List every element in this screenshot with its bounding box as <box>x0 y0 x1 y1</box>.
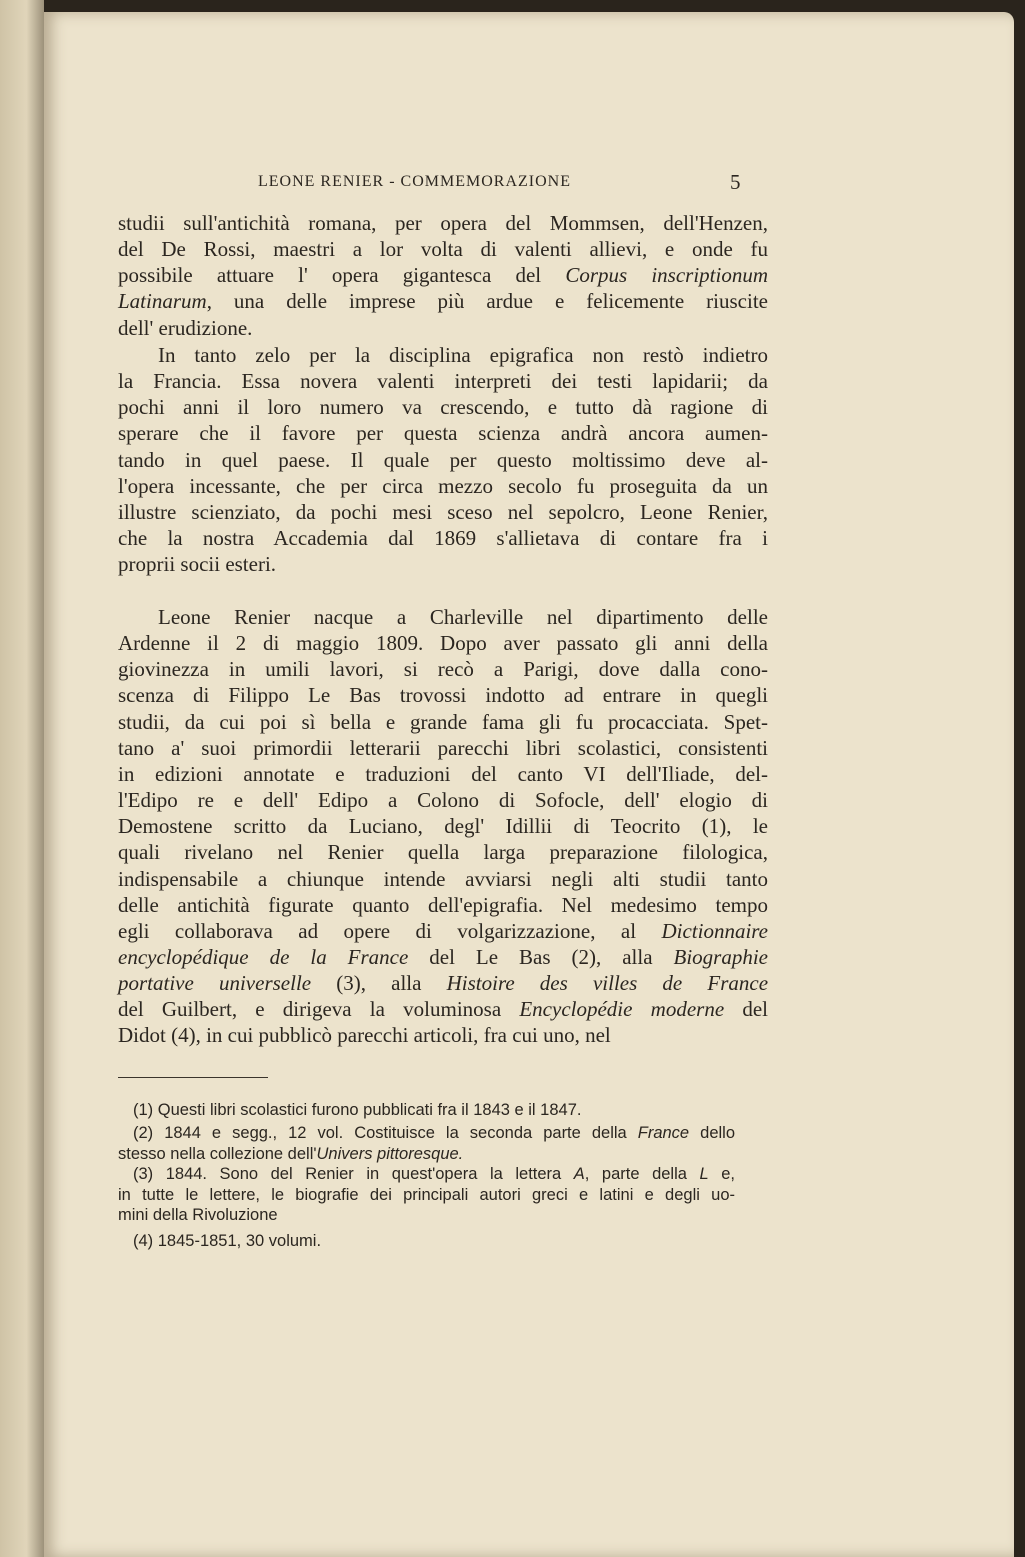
text-line <box>118 474 768 498</box>
text-segment: del <box>724 997 768 1022</box>
text-line <box>118 631 768 655</box>
text-segment: tano a' suoi primordii letterarii parecchi libri scolastici, consistenti <box>118 735 768 760</box>
running-title: LEONE RENIER - COMMEMORAZIONE <box>258 173 571 190</box>
text-line <box>118 971 768 995</box>
text-segment: (1) Questi libri scolastici furono pubblicati fra il 1843 e il 1847. <box>133 1101 582 1119</box>
italic-text: Dictionnaire <box>661 918 768 943</box>
text-line <box>118 448 768 472</box>
text-line <box>158 343 768 367</box>
text-line <box>118 840 768 864</box>
text-segment: (3) 1844. Sono del Renier in quest'opera la lettera <box>133 1165 574 1183</box>
text-line <box>118 552 768 576</box>
italic-text: Histoire des villes de France <box>446 971 769 996</box>
text-segment: mini della Rivoluzione <box>118 1206 278 1224</box>
text-segment: illustre scienziato, da pochi mesi sceso nel sepolcro, Leone Renier, <box>118 499 768 524</box>
text-line <box>118 421 768 445</box>
text-line <box>118 369 768 393</box>
text-line <box>118 263 768 287</box>
text-segment: studii, da cui poi sì bella e grande fama gli fu procacciata. Spet- <box>118 709 768 734</box>
text-segment: (2) 1844 e segg., 12 vol. Costituisce la seconda parte della <box>133 1124 638 1142</box>
text-line <box>118 997 768 1021</box>
text-segment: del Guilbert, e dirigeva la voluminosa <box>118 997 520 1022</box>
italic-text: encyclopédique de la France <box>118 944 409 969</box>
text-segment: indispensabile a chiunque intende avviarsi negli alti studii tanto <box>118 866 768 891</box>
italic-text: Corpus inscriptionum <box>565 263 768 288</box>
italic-text: Latinarum <box>118 289 207 314</box>
text-segment: , una delle imprese più ardue e felicemente riuscite <box>206 289 768 314</box>
text-line <box>118 316 768 340</box>
italic-text: France <box>637 1124 690 1142</box>
text-segment: (3), alla <box>311 971 447 996</box>
text-segment: e, <box>708 1165 735 1183</box>
text-segment: pochi anni il loro numero va crescendo, e tutto dà ragione di <box>118 395 768 420</box>
text-segment: possibile attuare l' opera gigantesca del <box>118 263 566 288</box>
text-line <box>118 1023 768 1047</box>
text-line <box>118 919 768 943</box>
italic-text: Encyclopédie moderne <box>519 997 725 1022</box>
footnote-rule <box>118 1077 268 1078</box>
footnote-line <box>118 1144 735 1164</box>
text-line <box>118 289 768 313</box>
italic-text: L <box>699 1165 709 1183</box>
text-segment: la Francia. Essa novera valenti interpreti dei testi lapidarii; da <box>118 369 768 394</box>
text-segment: dello <box>689 1124 735 1142</box>
italic-text: Univers pittoresque. <box>316 1144 464 1163</box>
text-segment: dell' erudizione. <box>118 315 253 340</box>
text-segment: l'opera incessante, che per circa mezzo secolo fu proseguita da un <box>118 473 768 498</box>
text-segment: (4) 1845-1851, 30 volumi. <box>133 1232 322 1250</box>
text-line <box>118 683 768 707</box>
text-line <box>118 657 768 681</box>
text-segment: scenza di Filippo Le Bas trovossi indotto ad entrare in quegli <box>118 683 768 708</box>
text-segment: egli collaborava ad opere di volgarizzazione, al <box>118 918 662 943</box>
text-segment: Ardenne il 2 di maggio 1809. Dopo aver passato gli anni della <box>118 631 768 656</box>
text-line <box>118 526 768 550</box>
text-line <box>118 788 768 812</box>
text-segment: in tutte le lettere, le biografie dei principali autori greci e latini e degli uo- <box>118 1185 735 1204</box>
text-segment: l'Edipo re e dell' Edipo a Colono di Sofocle, dell' elogio di <box>118 788 768 813</box>
text-segment: Demostene scritto da Luciano, degl' Idillii di Teocrito (1), le <box>118 814 768 839</box>
text-segment: del Le Bas (2), alla <box>408 944 674 969</box>
footnote-line <box>133 1231 735 1251</box>
text-segment: Didot (4), in cui pubblicò parecchi articoli, fra cui uno, nel <box>118 1023 611 1048</box>
footnote-line <box>133 1100 735 1120</box>
text-segment: giovinezza in umili lavori, si recò a Parigi, dove dalla cono- <box>118 657 768 682</box>
text-segment: In tanto zelo per la disciplina epigrafica non restò indietro <box>158 343 768 367</box>
text-line <box>118 710 768 734</box>
text-segment: quali rivelano nel Renier quella larga preparazione filologica, <box>118 840 768 865</box>
text-segment: Leone Renier nacque a Charleville nel dipartimento delle <box>158 605 768 629</box>
text-segment: proprii socii esteri. <box>118 552 277 577</box>
facing-page-edge <box>0 0 44 1557</box>
text-segment: stesso nella collezione dell' <box>118 1144 317 1163</box>
text-line <box>118 814 768 838</box>
italic-text: Biographie <box>673 944 768 969</box>
text-line <box>118 867 768 891</box>
italic-text: A <box>573 1165 585 1183</box>
text-line <box>118 736 768 760</box>
italic-text: portative universelle <box>118 971 312 996</box>
text-segment: sperare che il favore per questa scienza andrà ancora aumen- <box>118 421 768 446</box>
text-segment: studii sull'antichità romana, per opera del Mommsen, dell'Henzen, <box>118 211 768 235</box>
footnote-line <box>118 1185 735 1205</box>
text-line <box>118 211 768 235</box>
text-segment: in edizioni annotate e traduzioni del canto VI dell'Iliade, del- <box>118 761 768 786</box>
text-segment: tando in quel paese. Il quale per questo moltissimo deve al- <box>118 447 768 472</box>
footnote-line <box>133 1123 735 1143</box>
footnote-line <box>133 1164 735 1184</box>
text-line <box>118 762 768 786</box>
text-line <box>118 395 768 419</box>
text-segment: del De Rossi, maestri a lor volta di valenti allievi, e onde fu <box>118 237 768 262</box>
text-segment: che la nostra Accademia dal 1869 s'allietava di contare fra i <box>118 526 768 551</box>
text-line <box>158 605 768 629</box>
page-number: 5 <box>730 170 741 194</box>
text-line <box>118 500 768 524</box>
text-segment: , parte della <box>584 1165 700 1183</box>
text-line <box>118 237 768 261</box>
text-segment: delle antichità figurate quanto dell'epigrafia. Nel medesimo tempo <box>118 892 768 917</box>
text-line <box>118 893 768 917</box>
text-line <box>118 945 768 969</box>
footnote-line <box>118 1205 735 1225</box>
